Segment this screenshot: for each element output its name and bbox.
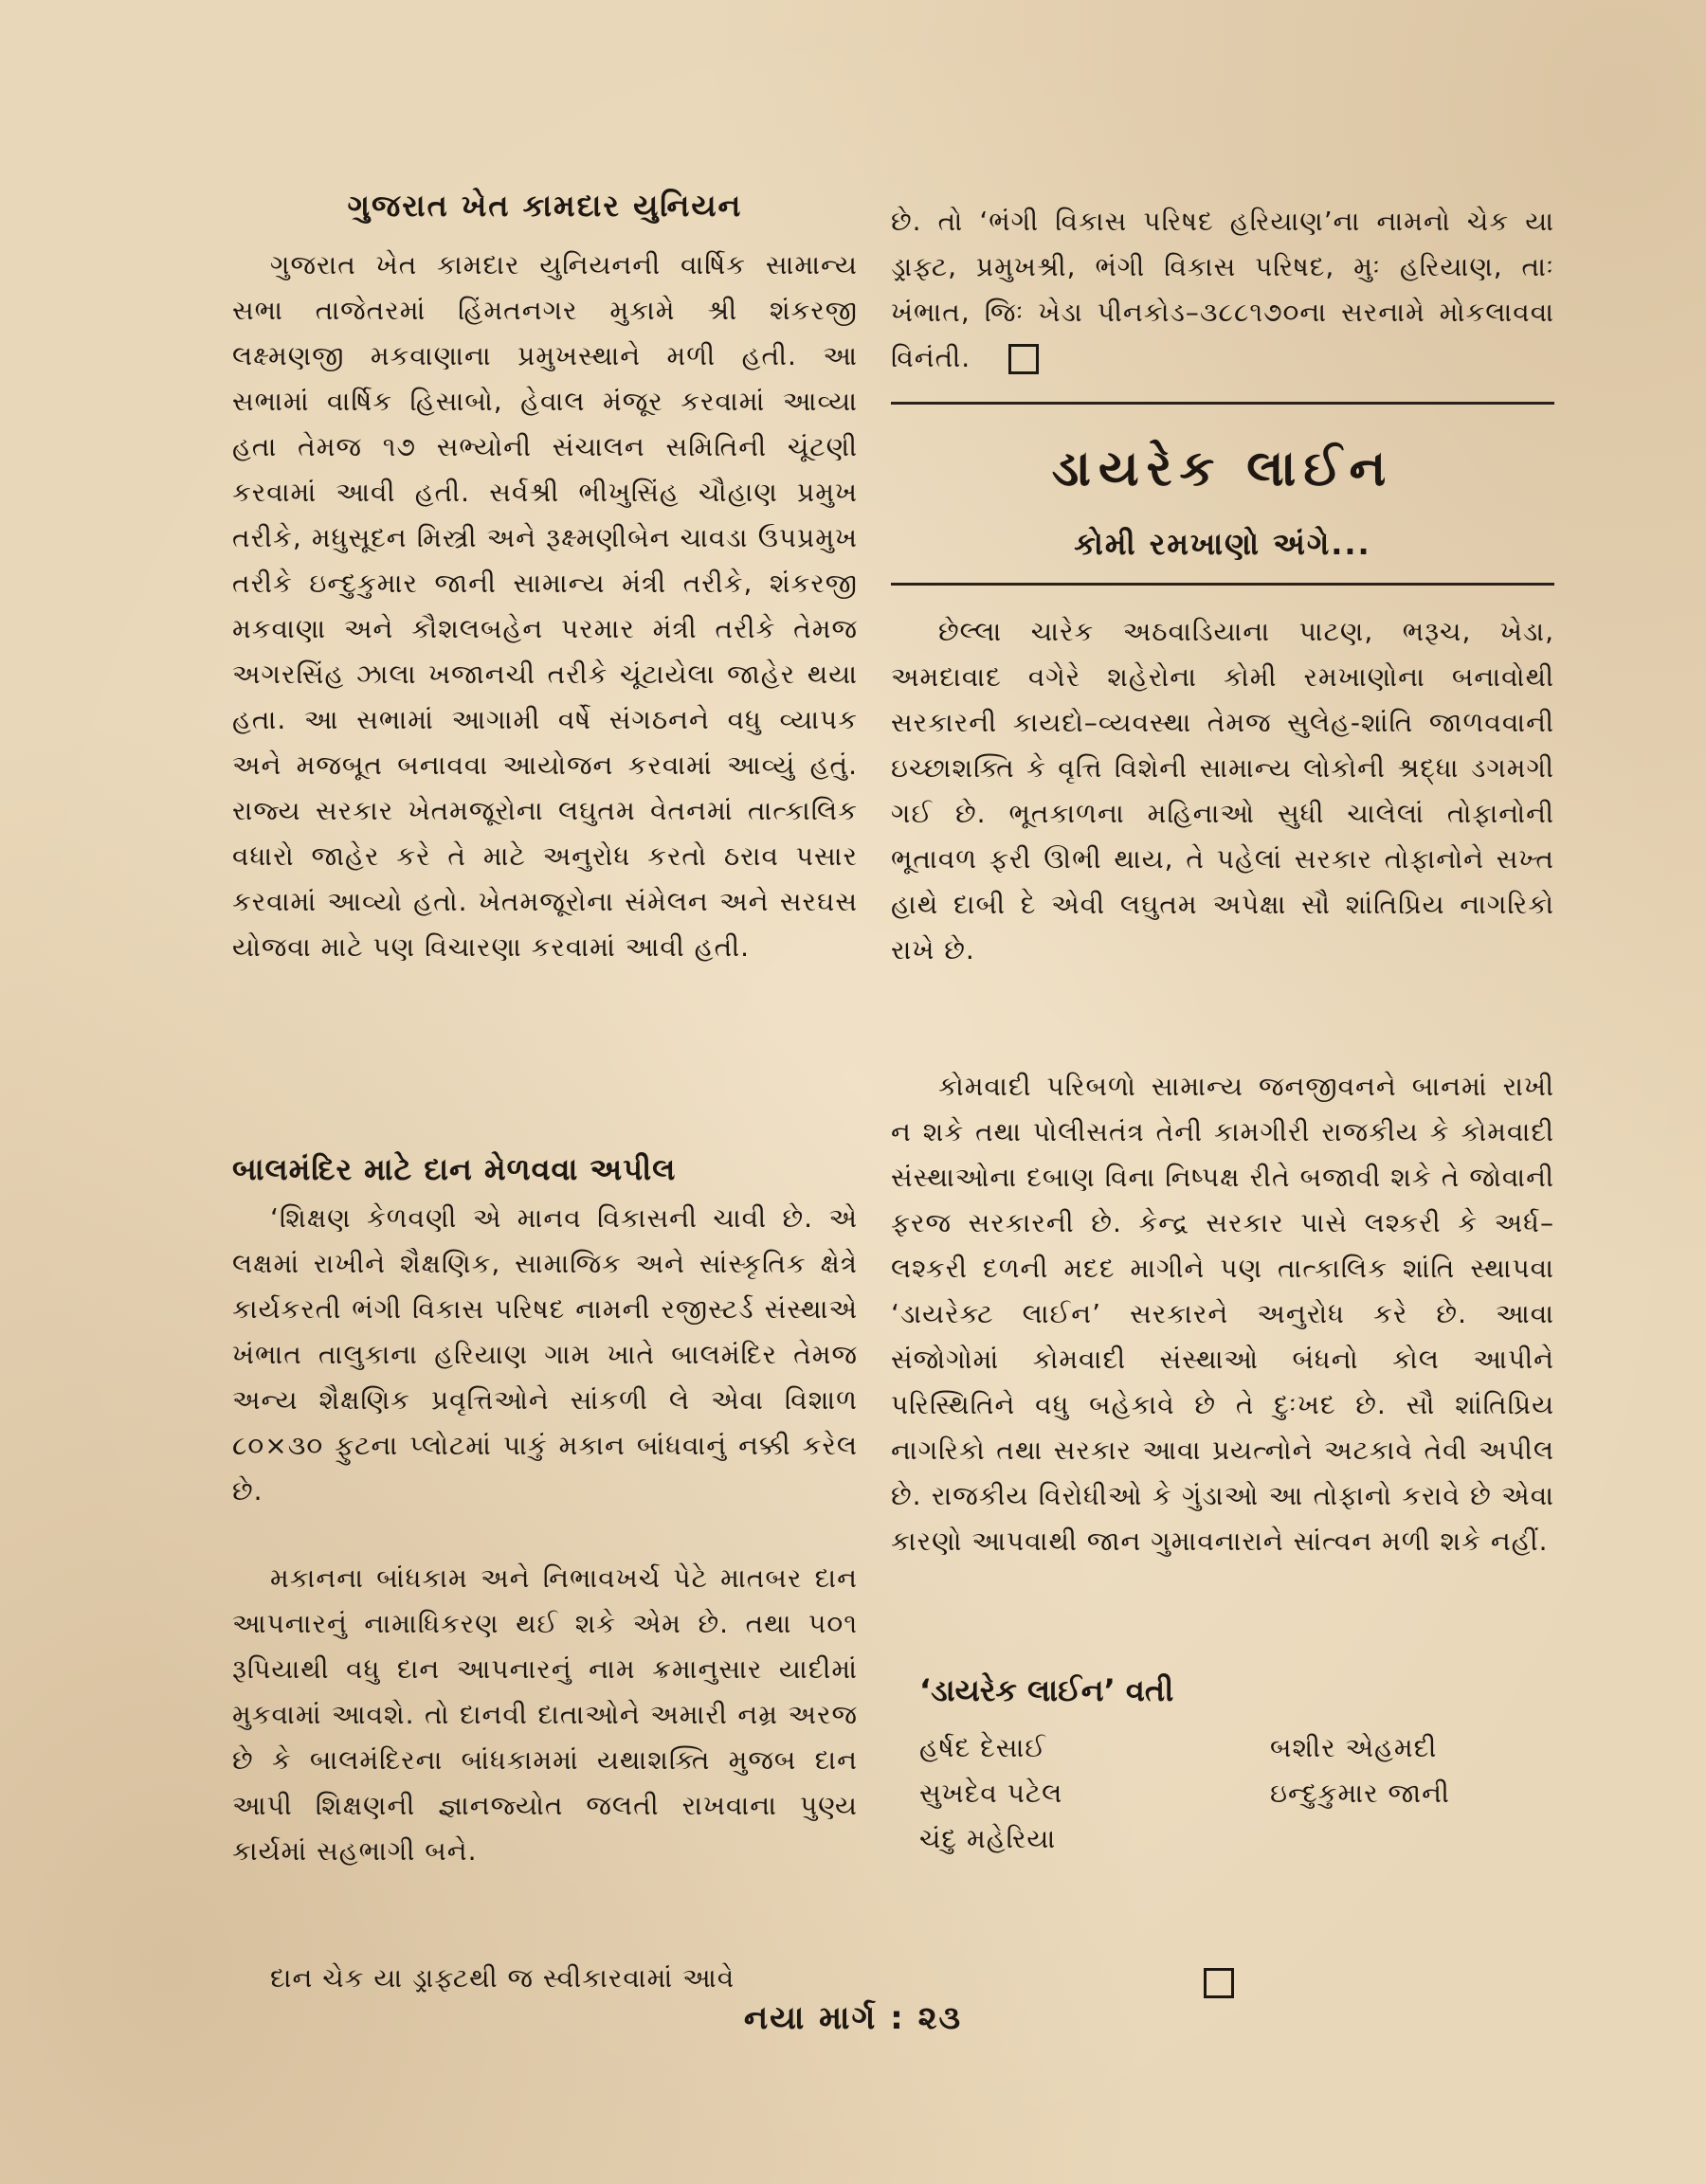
- section-divider-bottom: [891, 583, 1554, 586]
- appeal-continuation-text: છે. તો ‘ભંગી વિકાસ પરિષદ હરિયાણ’ના નામનો ચેક યા ડ્રાફ્ટ, પ્રમુખશ્રી, ભંગી વિકાસ પરિષદ, મુઃ હરિયાણ, તાઃ ખંભાત, જિઃ ખેડા પીનકોડ–૩૮૮૧૭૦ના સરનામે મોકલાવવા વિનંતી.: [891, 206, 1554, 373]
- direct-line-subtitle: કોમી રમખાણો અંગે...: [1074, 526, 1371, 562]
- signoff-line: ‘ડાયરેક લાઈન’ વતી: [919, 1672, 1174, 1708]
- union-paragraph: ગુજરાત ખેત કામદાર યુનિયનની વાર્ષિક સામાન્ય સભા તાજેતરમાં હિંમતનગર મુકામે શ્રી શંકરજી લક્ષ્મણજી મકવાણાના પ્રમુખસ્થાને મળી હતી. આ સભામાં વાર્ષિક હિસાબો, હેવાલ મંજૂર કરવામાં આવ્યા હતા તેમજ ૧૭ સભ્યોની સંચાલન સમિતિની ચૂંટણી કરવામાં આવી હતી. સર્વશ્રી ભીખુસિંહ ચૌહાણ પ્રમુખ તરીકે, મધુસૂદન મિસ્ત્રી અને રૂક્ષ્મણીબેન ચાવડા ઉપપ્રમુખ તરીકે ઇન્દુકુમાર જાની સામાન્ય મંત્રી તરીકે, શંકરજી મકવાણા અને કૌશલબહેન પરમાર મંત્રી તરીકે તેમજ અગરસિંહ ઝાલા ખજાનચી તરીકે ચૂંટાયેલા જાહેર થયા હતા. આ સભામાં આગામી વર્ષે સંગઠનને વધુ વ્યાપક અને મજબૂત બનાવવા આયોજન કરવામાં આવ્યું હતું. રાજ્ય સરકાર ખેતમજૂરોના લઘુતમ વેતનમાં તાત્કાલિક વધારો જાહેર કરે તે માટે અનુરોધ કરતો ઠરાવ પસાર કરવામાં આવ્યો હતો. ખેતમજૂરોના સંમેલન અને સરઘસ યોજવા માટે પણ વિચારણા કરવામાં આવી હતી.: [232, 249, 858, 963]
- signatory-name: હર્ષદ દેસાઈ: [919, 1732, 1046, 1763]
- appeal-paragraph-1: ‘શિક્ષણ કેળવણી એ માનવ વિકાસની ચાવી છે. એ લક્ષમાં રાખીને શૈક્ષણિક, સામાજિક અને સાંસ્કૃતિક ક્ષેત્રે કાર્યકરતી ભંગી વિકાસ પરિષદ નામની રજીસ્ટર્ડ સંસ્થાએ ખંભાત તાલુકાના હરિયાણ ગામ ખાતે બાલમંદિર તેમજ અન્ય શૈક્ષણિક પ્રવૃત્તિઓને સાંકળી લે એવા વિશાળ ૮૦×૩૦ ફુટના પ્લોટમાં પાકું મકાન બાંધવાનું નક્કી કરેલ છે.: [232, 1202, 858, 1507]
- signatory-name: ચંદુ મહેરિયા: [919, 1823, 1057, 1854]
- appeal-heading: બાલમંદિર માટે દાન મેળવવા અપીલ: [232, 1151, 677, 1187]
- appeal-paragraph-3: દાન ચેક યા ડ્રાફ્ટથી જ સ્વીકારવામાં આવે: [270, 1962, 735, 1994]
- page-footer: નયા માર્ગ : ૨૩: [743, 1999, 963, 2037]
- end-mark-icon: [1204, 1968, 1234, 1998]
- end-mark-icon: [1008, 344, 1039, 374]
- signatory-name: ઇન્દુકુમાર જાની: [1270, 1778, 1450, 1809]
- signatory-name: સુખદેવ પટેલ: [919, 1778, 1063, 1809]
- signatory-name: બશીર એહમદી: [1270, 1732, 1438, 1763]
- direct-line-title: ડાયરેક લાઈન: [1051, 441, 1394, 497]
- direct-line-paragraph-2: કોમવાદી પરિબળો સામાન્ય જનજીવનને બાનમાં રાખી ન શકે તથા પોલીસતંત્ર તેની કામગીરી રાજકીય કે કોમવાદી સંસ્થાઓના દબાણ વિના નિષ્પક્ષ રીતે બજાવી શકે તે જોવાની ફરજ સરકારની છે. કેન્દ્ર સરકાર પાસે લશ્કરી કે અર્ધ–લશ્કરી દળની મદદ માગીને પણ તાત્કાલિક શાંતિ સ્થાપવા ‘ડાયરેક્ટ લાઈન’ સરકારને અનુરોધ કરે છે. આવા સંજોગોમાં કોમવાદી સંસ્થાઓ બંધનો કોલ આપીને પરિસ્થિતિને વધુ બહેકાવે છે તે દુઃખદ છે. સૌ શાંતિપ્રિય નાગરિકો તથા સરકાર આવા પ્રયત્નોને અટકાવે તેવી અપીલ છે. રાજકીય વિરોધીઓ કે ગુંડાઓ આ તોફાનો કરાવે છે એવા કારણો આપવાથી જાન ગુમાવનારાને સાંત્વન મળી શકે નહીં.: [891, 1071, 1554, 1557]
- union-heading: ગુજરાત ખેત કામદાર યુનિયન: [347, 188, 743, 224]
- appeal-paragraph-2: મકાનના બાંધકામ અને નિભાવખર્ચ પેટે માતબર દાન આપનારનું નામાધિકરણ થઈ શકે એમ છે. તથા ૫૦૧ રૂપિયાથી વધુ દાન આપનારનું નામ ક્રમાનુસાર યાદીમાં મુકવામાં આવશે. તો દાનવી દાતાઓને અમારી નમ્ર અરજ છે કે બાલમંદિરના બાંધકામમાં યથાશક્તિ મુજબ દાન આપી શિક્ષણની જ્ઞાનજ્યોત જલતી રાખવાના પુણ્ય કાર્યમાં સહભાગી બને.: [232, 1562, 858, 1867]
- section-divider-top: [891, 402, 1554, 405]
- appeal-continuation: [891, 199, 1554, 381]
- direct-line-paragraph-1: છેલ્લા ચારેક અઠવાડિયાના પાટણ, ભરૂચ, ખેડા, અમદાવાદ વગેરે શહેરોના કોમી રમખાણોના બનાવોથી સરકારની કાયદો–વ્યવસ્થા તેમજ સુલેહ-શાંતિ જાળવવાની ઇચ્છાશક્તિ કે વૃત્તિ વિશેની સામાન્ય લોકોની શ્રદ્ધા ડગમગી ગઈ છે. ભૂતકાળના મહિનાઓ સુધી ચાલેલાં તોફાનોની ભૂતાવળ ફરી ઊભી થાય, તે પહેલાં સરકાર તોફાનોને સખ્ત હાથે દાબી દે એવી લઘુતમ અપેક્ષા સૌ શાંતિપ્રિય નાગરિકો રાખે છે.: [891, 616, 1554, 966]
